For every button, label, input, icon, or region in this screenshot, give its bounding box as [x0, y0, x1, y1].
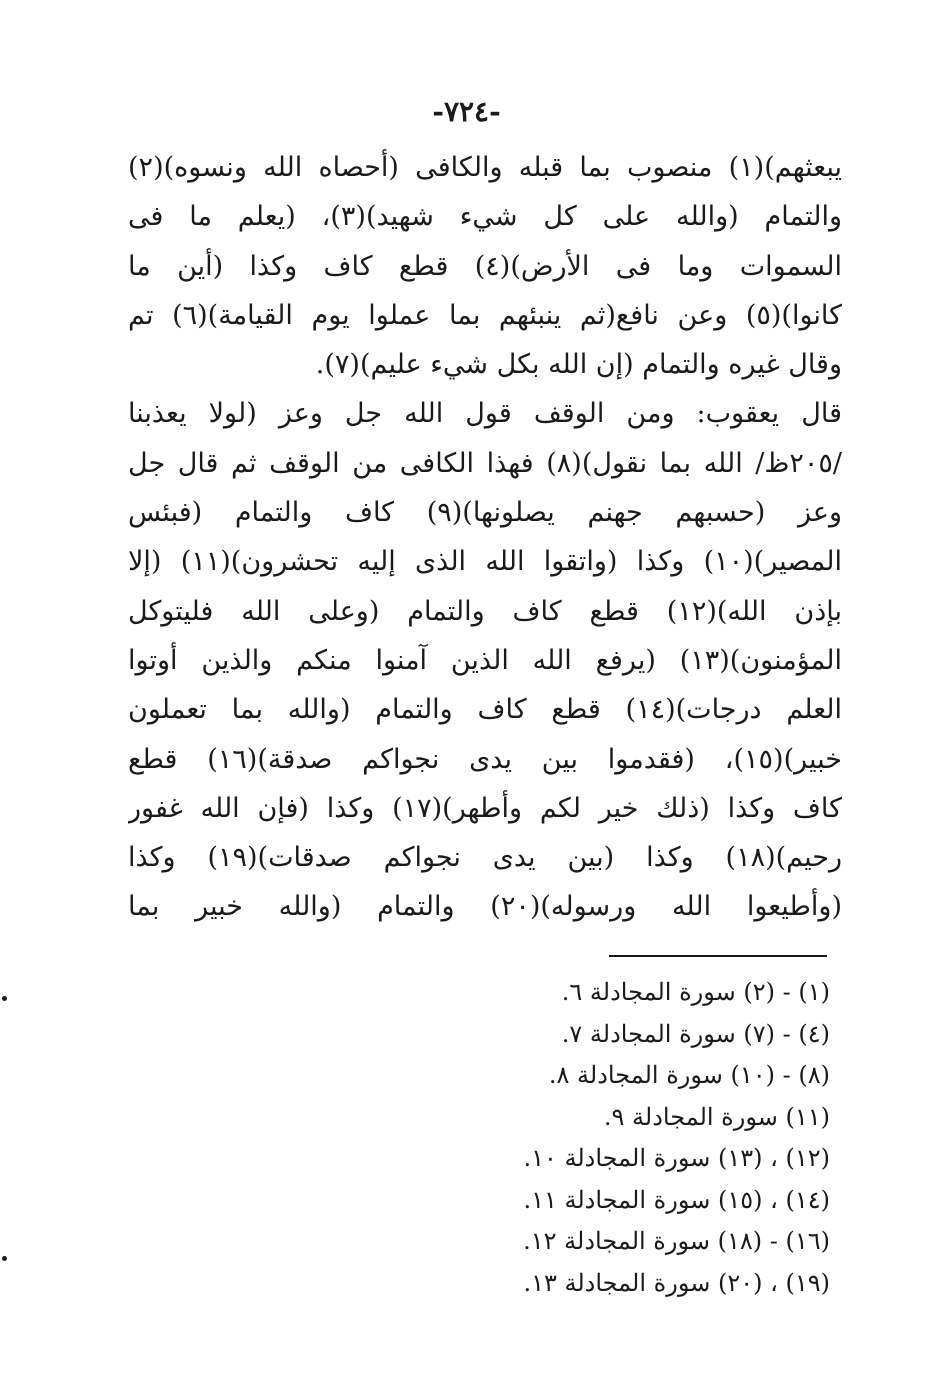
footnote: (١١) سورة المجادلة ٩. — [603, 1102, 830, 1131]
page-number: -٧٢٤- — [432, 95, 501, 128]
text-line: المؤمنون)(١٣) (يرفع الله الذين آمنوا منكم والذين أوتوا — [128, 644, 842, 676]
scan-speck — [2, 1256, 7, 1261]
footnote: (١) - (٢) سورة المجادلة ٦. — [561, 978, 830, 1006]
footnotes — [430, 972, 830, 1304]
text-line: يبعثهم)(١) منصوب بما قبله والكافى (أحصاه الله ونسوه)(٢) — [128, 152, 842, 183]
text-line: خبير)(١٥)، (فقدموا بين يدى نجواكم صدقة)(١٦) قطع — [128, 743, 842, 775]
text-line: بإذن الله)(١٢) قطع كاف والتمام (وعلى الله فليتوكل — [128, 595, 842, 627]
main-text — [128, 143, 842, 932]
footnote: (١٢) ، (١٣) سورة المجادلة ١٠. — [523, 1144, 830, 1172]
footnote-separator — [609, 955, 827, 957]
text-line: والتمام (والله على كل شيء شهيد)(٣)، (يعلم ما فى — [128, 201, 842, 233]
text-line: قال يعقوب: ومن الوقف قول الله جل وعز (لولا يعذبنا — [128, 398, 842, 430]
text-line: العلم درجات)(١٤) قطع كاف والتمام (والله بما تعملون — [128, 694, 842, 726]
text-line: كانوا)(٥) وعن نافع(ثم ينبئهم بما عملوا يوم القيامة)(٦) تم — [128, 299, 842, 331]
text-line: وقال غيره والتمام (إن الله بكل شيء عليم)(٧). — [315, 349, 842, 381]
footnote: (٨) - (١٠) سورة المجادلة ٨. — [548, 1061, 830, 1089]
text-line: كاف وكذا (ذلك خير لكم وأطهر)(١٧) وكذا (فإن الله غفور — [128, 792, 842, 824]
footnote: (١٤) ، (١٥) سورة المجادلة ١١. — [523, 1185, 830, 1214]
text-line: المصير)(١٠) وكذا (واتقوا الله الذى إليه تحشرون)(١١) (إلا — [128, 546, 842, 578]
text-line: رحيم)(١٨) وكذا (بين يدى نجواكم صدقات)(١٩) وكذا — [128, 842, 842, 874]
text-line: وعز (حسبهم جهنم يصلونها)(٩) كاف والتمام (فبئس — [128, 497, 842, 529]
footnote: (١٦) - (١٨) سورة المجادلة ١٢. — [523, 1227, 830, 1255]
scan-speck — [2, 996, 7, 1001]
text-line: السموات وما فى الأرض)(٤) قطع كاف وكذا (أين ما — [128, 250, 842, 282]
footnote: (٤) - (٧) سورة المجادلة ٧. — [561, 1019, 830, 1048]
footnote: (١٩) ، (٢٠) سورة المجادلة ١٣. — [523, 1268, 830, 1297]
text-line: /٢٠٥ظ/ الله بما نقول)(٨) فهذا الكافى من الوقف ثم قال جل — [128, 447, 842, 479]
text-line: (وأطيعوا الله ورسوله)(٢٠) والتمام (والله خبير بما — [128, 891, 842, 923]
